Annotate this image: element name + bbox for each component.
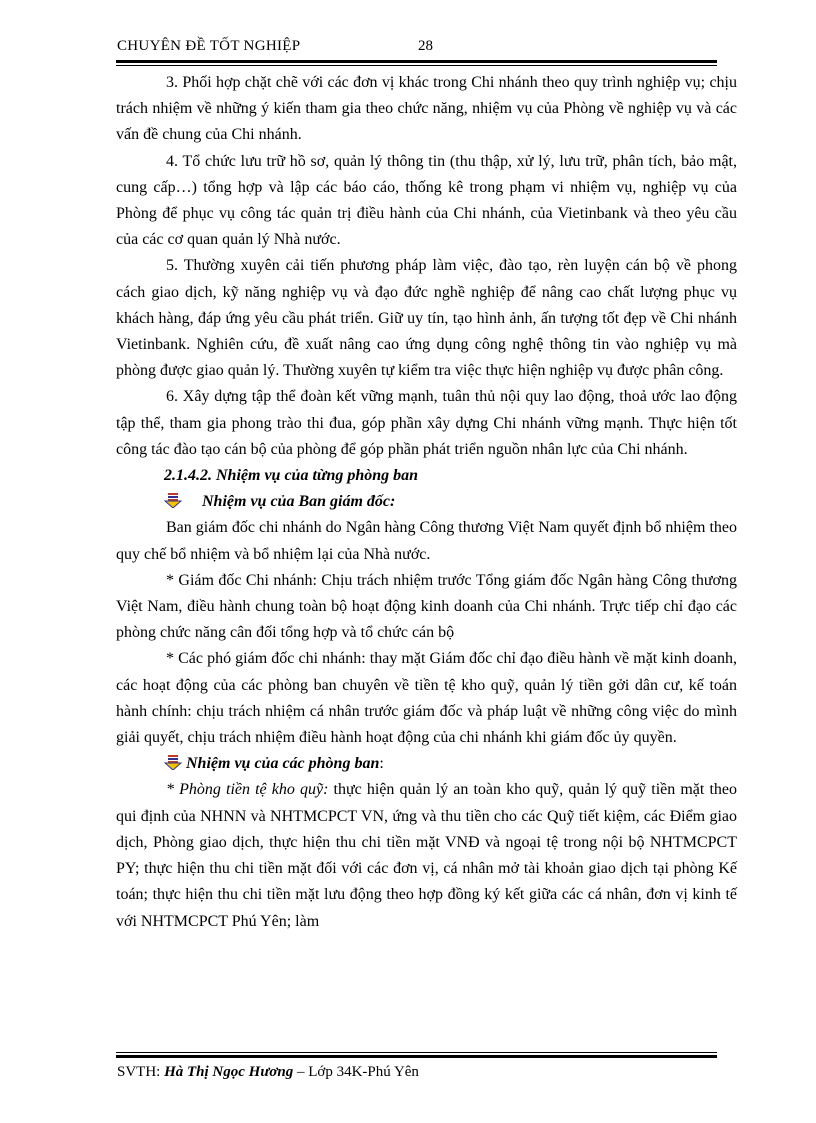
bullet-phong-ban [116,751,737,777]
footer-rule-thin [116,1052,717,1053]
bullet-ban-giam-doc-label: Nhiệm vụ của Ban giám đốc: [202,493,396,511]
svth-label: SVTH: [117,1064,165,1080]
bullet-ban-giam-doc [116,489,737,515]
paragraph-5: 5. Thường xuyên cải tiến phương pháp làm việc, đào tạo, rèn luyện cán bộ về phong cách giao dịch, kỹ năng nghiệp vụ và đạo đức nghề nghiệp để nâng cao chất lượng phục vụ khách hàng, đáp ứng yêu cầu phát triển. Giữ uy tín, tạo hình ảnh, ấn tượng tốt đẹp về Chi nhánh Vietinbank. Nghiên cứu, đề xuất nâng cao ứng dụng công nghệ thông tin vào nghiệp vụ mà phòng được giao quản lý. Thường xuyên tự kiểm tra việc thực hiện nghiệp vụ được phân công. [116,257,737,380]
page-header [117,36,717,58]
paragraph-4: 4. Tổ chức lưu trữ hồ sơ, quản lý thông tin (thu thập, xử lý, lưu trữ, phân tích, bảo mật, cung cấp…) tổng hợp và lập các báo cáo, thống kê trong phạm vi nhiệm vụ, nghiệp vụ của Phòng để phục vụ công tác quản trị điều hành của Chi nhánh, của Vietinbank và theo yêu cầu của các cơ quan quản lý Nhà nước. [116,152,737,249]
down-arrow-bullet-icon [164,754,182,770]
page-footer [117,1064,419,1081]
phong-tien-te-label: * Phòng tiền tệ kho quỹ: [166,781,329,799]
class-info: – Lớp 34K-Phú Yên [293,1064,419,1080]
page-number: 28 [418,38,433,54]
paragraph-3: 3. Phối hợp chặt chẽ với các đơn vị khác trong Chi nhánh theo quy trình nghiệp vụ; chịu trách nhiệm về những ý kiến tham gia theo chức năng, nhiệm vụ của Phòng về nghiệp vụ và các vấn đề chung của Chi nhánh. [116,74,737,144]
document-title: CHUYÊN ĐỀ TỐT NGHIỆP [117,38,301,54]
header-rule-thin [116,65,717,66]
page-body [116,70,737,935]
bullet-phong-ban-label: Nhiệm vụ của các phòng ban [186,755,380,773]
bgd-intro: Ban giám đốc chi nhánh do Ngân hàng Công thương Việt Nam quyết định bổ nhiệm theo quy chế bổ nhiệm và bổ nhiệm lại của Nhà nước. [116,519,737,563]
section-heading: 2.1.4.2. Nhiệm vụ của từng phòng ban [164,467,419,485]
down-arrow-bullet-icon [164,492,182,508]
footer-rule-thick [116,1055,717,1058]
giam-doc-duty: * Giám đốc Chi nhánh: Chịu trách nhiệm trước Tổng giám đốc Ngân hàng Công thương Việt Nam, điều hành chung toàn bộ hoạt động kinh doanh của Chi nhánh. Trực tiếp chỉ đạo các phòng chức năng cân đối tổng hợp và tổ chức cán bộ [116,571,737,642]
pho-giam-doc-duty: * Các phó giám đốc chi nhánh: thay mặt Giám đốc chỉ đạo điều hành về mặt kinh doanh, các hoạt động của các phòng ban chuyên về tiền tệ kho quỹ, quản lý tiền gởi dân cư, kế toán hành chính: chịu trách nhiệm cá nhân trước giám đốc và pháp luật về những công việc do mình giải quyết, chịu trách nhiệm điều hành hoạt động của chi nhánh khi giám đốc ủy quyền. [116,650,737,747]
student-name: Hà Thị Ngọc Hương [164,1064,294,1080]
bullet-phong-ban-colon: : [379,755,384,773]
phong-tien-te-text: thực hiện quản lý an toàn kho quỹ, quản lý quỹ tiền mặt theo qui định của NHNN và NHTMCPCT VN, ứng và thu tiền cho các Quỹ tiết kiệm, các Điểm giao dịch, Phòng giao dịch, thực hiện thu chi tiền mặt VNĐ và ngoại tệ trong nội bộ NHTMCPCT PY; thực hiện thu chi tiền mặt đối với các đơn vị, cá nhân mở tài khoản giao dịch tại phòng Kế toán; thực hiện thu chi tiền mặt lưu động theo hợp đồng ký kết giữa các cá nhân, đơn vị kinh tế với NHTMCPCT Phú Yên; làm [116,781,737,930]
paragraph-6: 6. Xây dựng tập thể đoàn kết vững mạnh, tuân thủ nội quy lao động, thoả ước lao động tập thể, tham gia phong trào thi đua, góp phần xây dựng Chi nhánh vững mạnh. Thực hiện tốt công tác đào tạo cán bộ của phòng để góp phần phát triển nguồn nhân lực của Chi nhánh. [116,388,737,458]
phong-tien-te-kho-quy [116,777,737,934]
header-rule-thick [116,60,717,63]
